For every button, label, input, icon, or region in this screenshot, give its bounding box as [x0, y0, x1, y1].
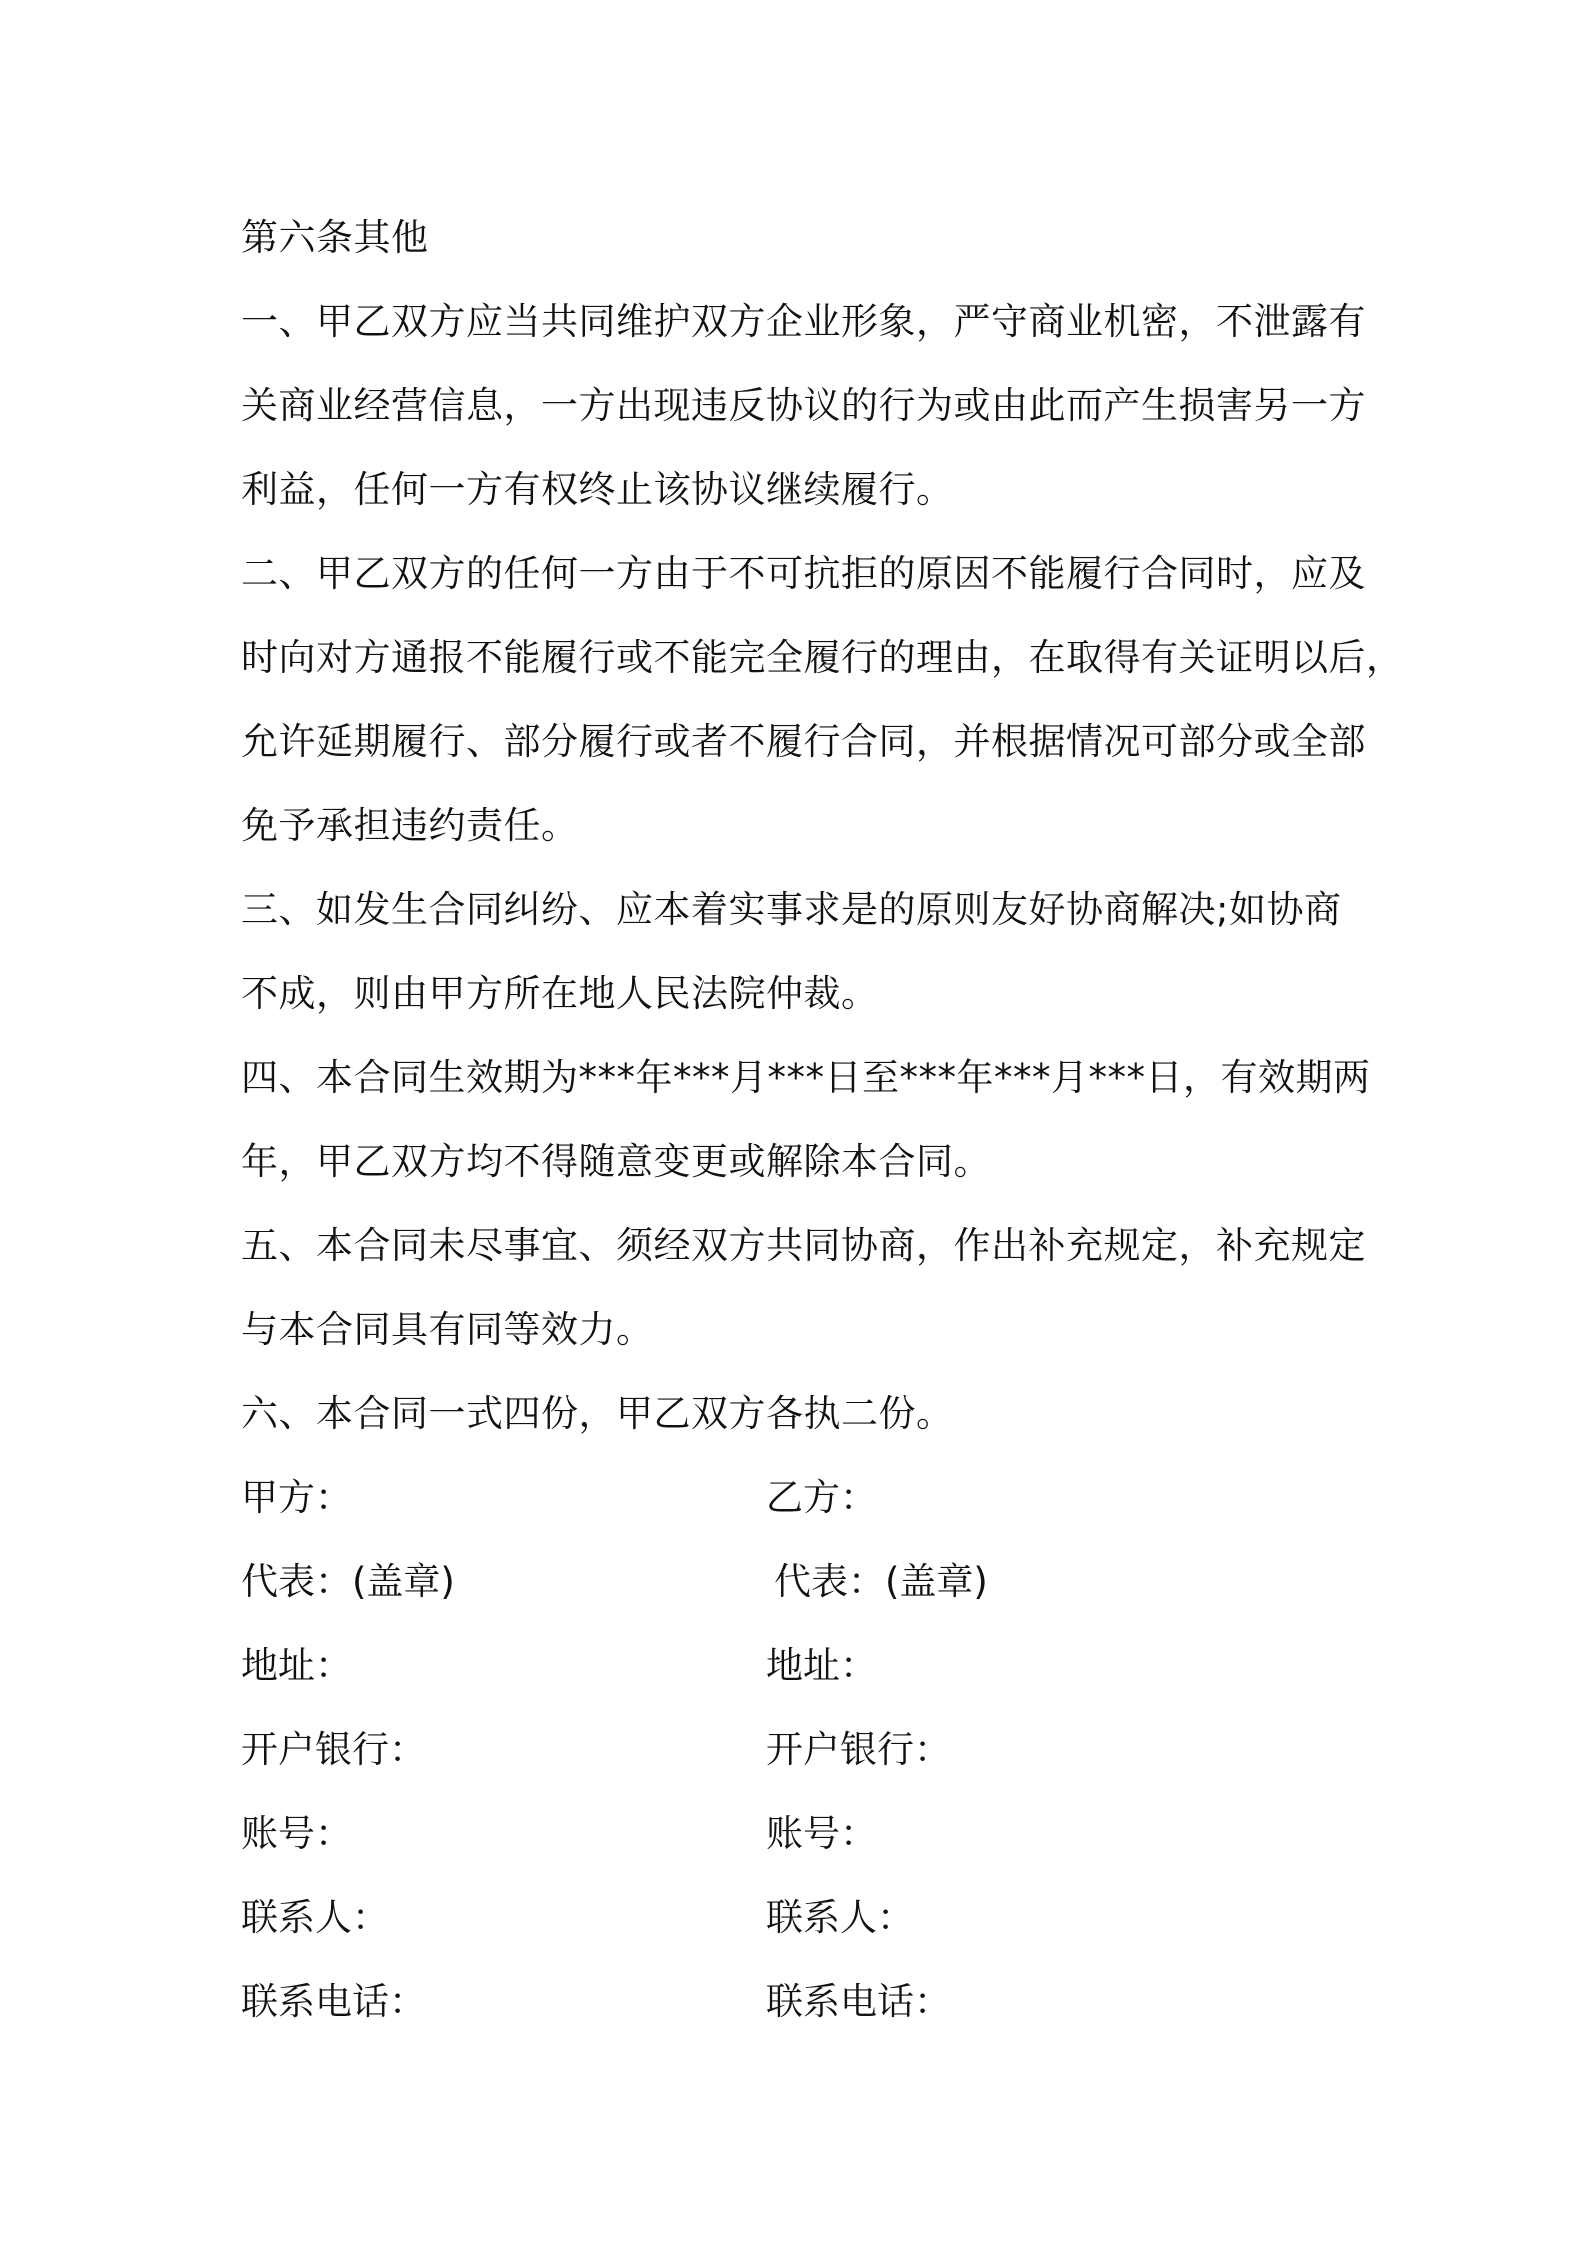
party-b-bank: 开户银行：: [766, 1728, 951, 1771]
party-a-phone: 联系电话：: [241, 1980, 426, 2023]
party-b-phone: 联系电话：: [766, 1980, 951, 2023]
party-b-representative: 代表：(盖章): [774, 1560, 988, 1603]
clause-line: 一、甲乙双方应当共同维护双方企业形象，严守商业机密，不泄露有: [241, 300, 1366, 343]
party-a-label: 甲方：: [241, 1476, 352, 1519]
clause-line: 不成，则由甲方所在地人民法院仲裁。: [241, 972, 879, 1015]
clause-line: 六、本合同一式四份，甲乙双方各执二份。: [241, 1392, 954, 1435]
party-b-label: 乙方：: [766, 1476, 877, 1519]
signature-row-phone: [241, 1960, 1371, 2044]
party-b-address: 地址：: [766, 1644, 877, 1687]
clause-line: 关商业经营信息，一方出现违反协议的行为或由此而产生损害另一方: [241, 384, 1366, 427]
signature-row-account: [241, 1792, 1371, 1876]
signature-row-address: [241, 1624, 1371, 1708]
signature-row-representative: [241, 1540, 1371, 1624]
signature-row-bank: [241, 1708, 1371, 1792]
clause-line: 五、本合同未尽事宜、须经双方共同协商，作出补充规定，补充规定: [241, 1224, 1366, 1267]
section-title: 第六条其他: [241, 216, 429, 259]
clause-line: 三、如发生合同纠纷、应本着实事求是的原则友好协商解决;如协商: [241, 888, 1342, 931]
document-content: [241, 196, 1404, 2044]
clause-line: 四、本合同生效期为***年***月***日至***年***月***日，有效期两: [241, 1056, 1371, 1099]
party-a-contact: 联系人：: [241, 1896, 389, 1939]
clause-line: 与本合同具有同等效力。: [241, 1308, 654, 1351]
party-b-account: 账号：: [766, 1812, 877, 1855]
signature-row-contact: [241, 1876, 1371, 1960]
party-b-contact: 联系人：: [766, 1896, 914, 1939]
party-a-account: 账号：: [241, 1812, 352, 1855]
clause-line: 允许延期履行、部分履行或者不履行合同，并根据情况可部分或全部: [241, 720, 1366, 763]
clause-line: 年，甲乙双方均不得随意变更或解除本合同。: [241, 1140, 991, 1183]
signature-row-party: [241, 1456, 1371, 1540]
party-a-address: 地址：: [241, 1644, 352, 1687]
clause-line: 二、甲乙双方的任何一方由于不可抗拒的原因不能履行合同时，应及: [241, 552, 1366, 595]
clause-line: 免予承担违约责任。: [241, 804, 579, 847]
clause-line: 利益，任何一方有权终止该协议继续履行。: [241, 468, 954, 511]
party-a-bank: 开户银行：: [241, 1728, 426, 1771]
party-a-representative: 代表：(盖章): [241, 1560, 455, 1603]
clause-line: 时向对方通报不能履行或不能完全履行的理由，在取得有关证明以后，: [241, 636, 1404, 679]
